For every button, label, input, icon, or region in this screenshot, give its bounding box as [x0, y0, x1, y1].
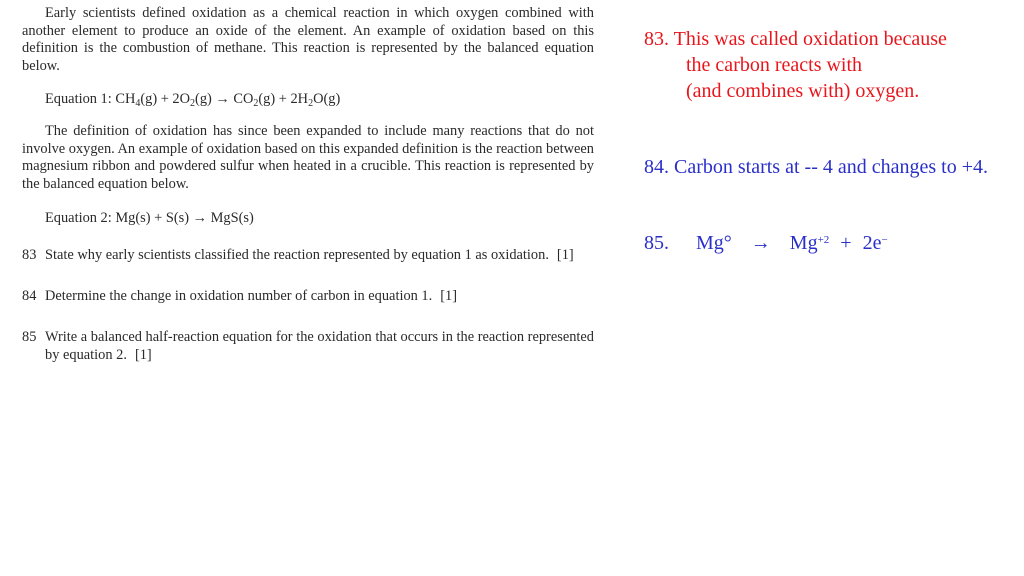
- answer-83-line-1: 83. This was called oxidation because: [644, 28, 947, 50]
- question-85: [22, 329, 594, 364]
- answer-85-product: $Mg^{+2}$: [789, 232, 830, 254]
- intro-text: Early scientists defined oxidation as a chemical reaction in which oxygen combined with another element to produce an oxide of the element. An example of oxidation based on this definition is the combustion of methane. This reaction is represented by the balanced equation below.: [22, 5, 594, 74]
- equation-1-label: Equation 1:: [45, 91, 112, 107]
- answer-85-electron-charge: −: [881, 234, 888, 246]
- question-mark: [1]: [134, 346, 152, 363]
- question-text: Determine the change in oxidation number of carbon in equation 1. [1]: [45, 288, 458, 304]
- answer-85-number: 85.: [644, 232, 669, 254]
- question-84: [22, 288, 594, 306]
- answer-83: [644, 26, 947, 104]
- answer-85-arrow: →: [750, 232, 771, 254]
- answer-83-line-2: the carbon reacts with: [686, 54, 863, 76]
- answer-84: 84. Carbon starts at -- 4 and changes to +4.: [644, 156, 988, 178]
- equation-1: Equation 1: $CH_4(g) + 2O_2(g) \to CO_2(g) + 2H_2O(g)$: [45, 91, 341, 109]
- answer-85-electrons: 2e−: [862, 232, 888, 254]
- question-text: Write a balanced half-reaction equation for the oxidation that occurs in the reaction represented by equation 2. [1]: [45, 329, 594, 363]
- equation-2: Equation 2: Mg(s) + S(s) → MgS(s): [45, 210, 254, 226]
- exam-document: [22, 5, 594, 363]
- question-83: [22, 247, 594, 265]
- question-number: 84: [22, 288, 37, 304]
- answer-85-plus: +: [840, 232, 852, 254]
- answer-85: [644, 230, 888, 256]
- answer-85-product-charge: +2: [817, 234, 830, 246]
- question-number: 83: [22, 247, 37, 263]
- answer-83-line-3: (and combines with) oxygen.: [686, 80, 920, 102]
- question-mark: [1]: [440, 288, 458, 304]
- expanded-definition-text: The definition of oxidation has since been expanded to include many reactions that do not involve oxygen. An example of oxidation based on this expanded definition is the reaction between magnesium ribbon and powdered sulfur when heated in a crucible. This reaction is represented by the balanced equation below.: [22, 123, 594, 192]
- question-mark: [1]: [556, 247, 574, 263]
- question-number: 85: [22, 329, 37, 345]
- intro-paragraph: [22, 5, 594, 75]
- expanded-definition-paragraph: [22, 123, 594, 193]
- answer-85-reactant: Mg°: [696, 232, 732, 254]
- question-text: State why early scientists classified the reaction represented by equation 1 as oxidation. [1]: [45, 247, 574, 263]
